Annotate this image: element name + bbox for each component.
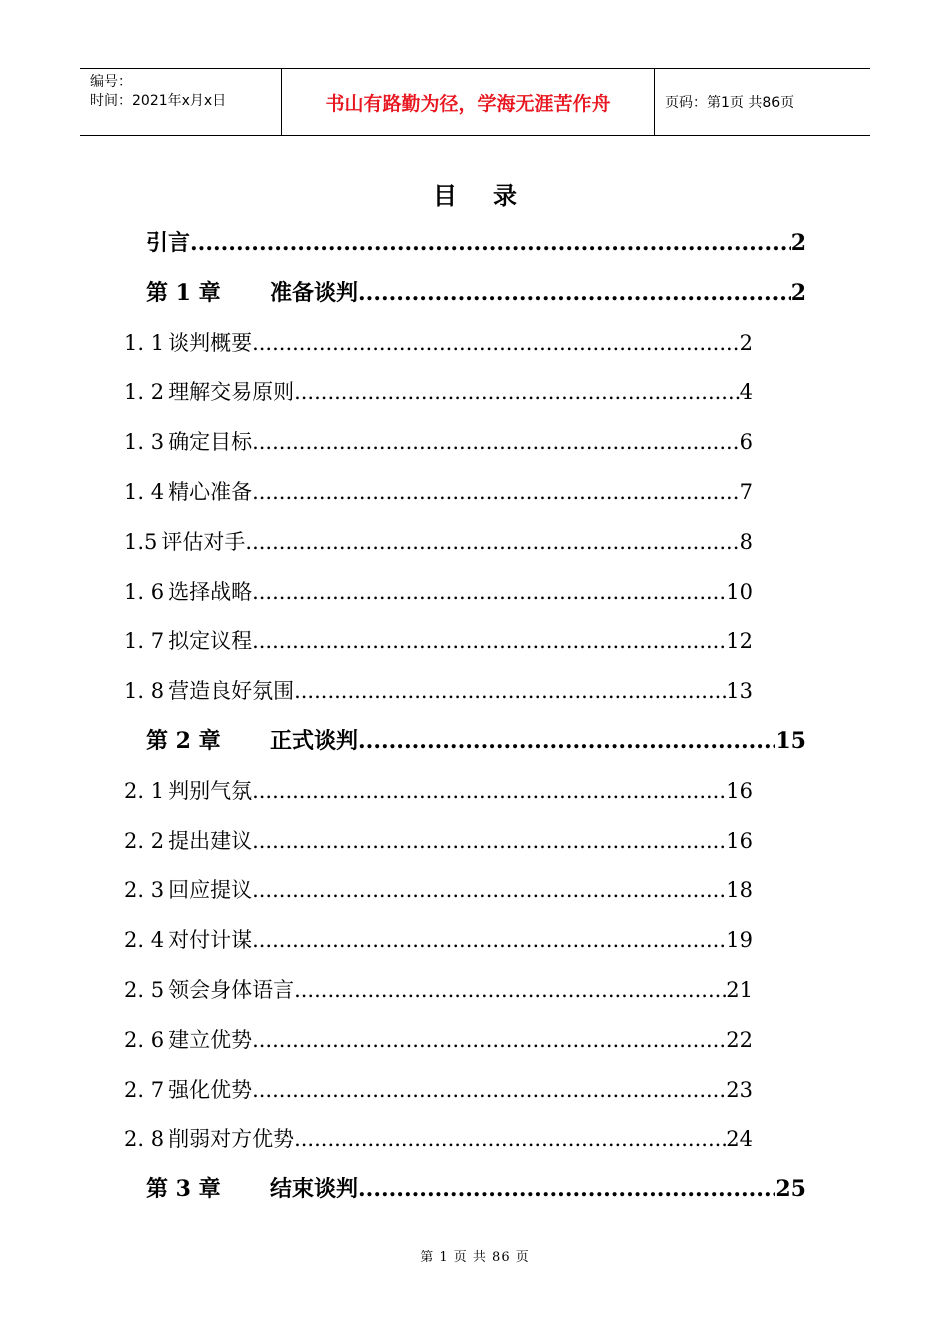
header-motto: 书山有路勤为径，学海无涯苦作舟: [282, 69, 655, 135]
toc-entry[interactable]: [124, 525, 753, 559]
toc-entry-page: 2: [790, 280, 806, 306]
toc-entry-label: 拟定议程: [168, 629, 253, 653]
toc-entry-label: 建立优势: [168, 1028, 253, 1052]
toc-leader-dots: [294, 674, 726, 708]
toc-leader-dots: [294, 1122, 726, 1156]
toc-entry-number: 1. 3: [124, 430, 165, 454]
toc-entry-label: 准备谈判: [270, 280, 359, 306]
page-footer: 第 1 页 共 86 页: [420, 1250, 530, 1265]
toc-entry-page: 24: [726, 1127, 753, 1151]
toc-leader-dots: [294, 973, 726, 1007]
toc-leader-dots: [252, 873, 726, 907]
toc-entry-page: 2: [790, 230, 806, 256]
toc-leader-dots: [252, 824, 726, 858]
toc-entry-label: 正式谈判: [270, 728, 359, 754]
toc-entry[interactable]: [124, 575, 753, 609]
toc-entry-page: 16: [726, 829, 753, 853]
toc-entry-page: 21: [726, 978, 753, 1002]
toc-entry[interactable]: [124, 1122, 753, 1156]
toc-entry-number: 2. 4: [124, 928, 165, 952]
toc-entry-number: 第 3 章: [146, 1176, 221, 1202]
page-header: [80, 68, 870, 136]
toc-leader-dots: [252, 425, 740, 459]
toc-entry[interactable]: [124, 674, 753, 708]
toc-entry-label: 对付计谋: [168, 928, 253, 952]
toc-leader-dots: [252, 624, 726, 658]
toc-entry-page: 19: [726, 928, 753, 952]
toc-entry-number: 1. 6: [124, 580, 165, 604]
toc-entry-label: 确定目标: [168, 430, 253, 454]
toc-entry-label: 精心准备: [168, 480, 253, 504]
toc-entry-label: 强化优势: [168, 1078, 253, 1102]
toc-entry-number: 2. 3: [124, 878, 165, 902]
toc-title: 目录: [433, 181, 553, 210]
toc-entry-number: 2. 7: [124, 1078, 165, 1102]
toc-entry-page: 25: [775, 1176, 806, 1202]
toc-entry[interactable]: [124, 824, 753, 858]
header-page-info: 页码：第1页 共86页: [665, 95, 795, 111]
toc-entry-label: 选择战略: [168, 580, 253, 604]
toc-entry-number: 2. 1: [124, 779, 165, 803]
toc-entry[interactable]: [124, 375, 753, 409]
toc-leader-dots: [252, 923, 726, 957]
toc-entry[interactable]: [124, 1073, 753, 1107]
toc-entry-label: 评估对手: [161, 530, 246, 554]
toc-leader-dots: [252, 1073, 726, 1107]
toc-entry-label: 结束谈判: [270, 1176, 359, 1202]
toc-entry-page: 4: [739, 380, 753, 404]
toc-entry-number: 第 2 章: [146, 728, 221, 754]
toc-entry-number: 1.5: [124, 530, 158, 554]
toc-entry[interactable]: [124, 425, 753, 459]
toc-entry-label: 营造良好氛围: [168, 679, 295, 703]
toc-leader-dots: [245, 525, 739, 559]
toc-leader-dots: [252, 774, 726, 808]
toc-entry[interactable]: [124, 475, 753, 509]
document-number-label: 编号：: [90, 74, 132, 90]
toc-entry-number: 2. 6: [124, 1028, 165, 1052]
toc-leader-dots: [252, 326, 740, 360]
toc-entry-number: 2. 8: [124, 1127, 165, 1151]
toc-entry-page: 12: [726, 629, 753, 653]
toc-entry[interactable]: [124, 774, 753, 808]
toc-entry[interactable]: [124, 1023, 753, 1057]
toc-leader-dots: [294, 375, 740, 409]
toc-entry-label: 谈判概要: [168, 331, 253, 355]
toc-entry-page: 23: [726, 1078, 753, 1102]
toc-entry-number: 2. 5: [124, 978, 165, 1002]
toc-entry-page: 18: [726, 878, 753, 902]
toc-entry-page: 7: [739, 480, 753, 504]
toc-entry[interactable]: [124, 923, 753, 957]
toc-leader-dots: [252, 1023, 726, 1057]
toc-entry-page: 10: [726, 580, 753, 604]
toc-entry-page: 2: [739, 331, 753, 355]
toc-entry-label: 削弱对方优势: [168, 1127, 295, 1151]
toc-entry-page: 15: [775, 728, 806, 754]
toc-entry-number: 第 1 章: [146, 280, 221, 306]
toc-entry[interactable]: [146, 724, 806, 758]
toc-entry[interactable]: [146, 226, 806, 260]
toc-entry-page: 6: [739, 430, 753, 454]
toc-entry-page: 13: [726, 679, 753, 703]
toc-entry-label: 领会身体语言: [168, 978, 295, 1002]
toc-entry-number: 1. 1: [124, 331, 165, 355]
header-meta: [80, 69, 282, 135]
toc-leader-dots: [252, 475, 740, 509]
toc-entry-number: 2. 2: [124, 829, 165, 853]
toc-entry-label: 提出建议: [168, 829, 253, 853]
toc-leader-dots: [190, 226, 791, 260]
toc-entry[interactable]: [124, 973, 753, 1007]
toc-entry-page: 8: [739, 530, 753, 554]
document-time-label: 时间：2021年x月x日: [90, 93, 227, 109]
toc-entry-number: 1. 7: [124, 629, 165, 653]
toc-entry-number: 1. 8: [124, 679, 165, 703]
toc-entry[interactable]: [124, 326, 753, 360]
toc-leader-dots: [358, 276, 791, 310]
toc-entry-number: 1. 2: [124, 380, 165, 404]
toc-entry-page: 16: [726, 779, 753, 803]
toc-entry[interactable]: [146, 276, 806, 310]
toc-entry-label: 理解交易原则: [168, 380, 295, 404]
toc-entry[interactable]: [124, 873, 753, 907]
toc-entry[interactable]: [146, 1172, 806, 1206]
toc-entry-label: 引言: [146, 230, 191, 256]
toc-leader-dots: [358, 724, 775, 758]
toc-entry-label: 判别气氛: [168, 779, 253, 803]
toc-entry-label: 回应提议: [168, 878, 253, 902]
toc-entry-page: 22: [726, 1028, 753, 1052]
toc-entry[interactable]: [124, 624, 753, 658]
toc-leader-dots: [358, 1172, 775, 1206]
toc-entry-number: 1. 4: [124, 480, 165, 504]
toc-leader-dots: [252, 575, 726, 609]
